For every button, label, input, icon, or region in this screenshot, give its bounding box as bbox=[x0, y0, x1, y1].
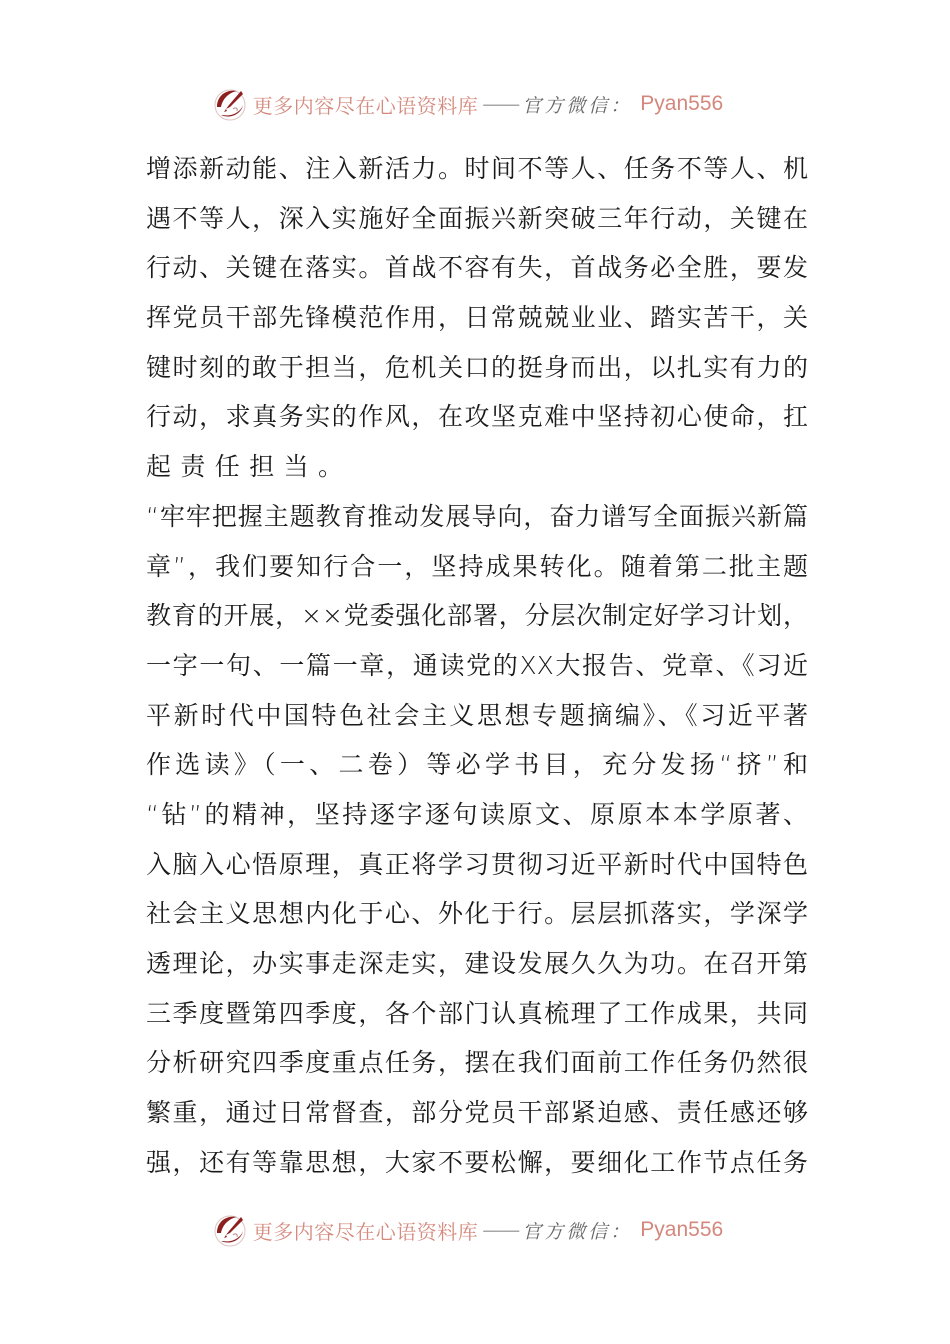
body-line: 三季度暨第四季度，各个部门认真梳理了工作成果，共同 bbox=[146, 998, 808, 1028]
body-line: 作选读》（一、二卷）等必学书目，充分发扬“挤”和 bbox=[146, 750, 808, 780]
body-line: 增添新动能、注入新活力。时间不等人、任务不等人、机 bbox=[146, 154, 808, 183]
body-line: 键时刻的敢于担当，危机关口的挺身而出，以扎实有力的 bbox=[146, 352, 808, 382]
pen-nib-logo-icon bbox=[211, 85, 249, 123]
banner-wechat-label: 官方微信： bbox=[522, 94, 633, 117]
banner-main-text: 更多内容尽在心语资料库 bbox=[252, 1219, 479, 1244]
body-line: 挥党员干部先锋模范作用，日常兢兢业业、踏实苦干，关 bbox=[146, 303, 808, 333]
document-body bbox=[146, 148, 808, 1191]
banner-main-text: 更多内容尽在心语资料库 bbox=[252, 93, 479, 118]
footer-banner-content bbox=[211, 1211, 723, 1249]
footer-watermark-banner bbox=[0, 1208, 950, 1252]
body-line: 章”，我们要知行合一，坚持成果转化。随着第二批主题 bbox=[146, 551, 808, 581]
header-watermark-banner bbox=[0, 82, 950, 126]
banner-dash: —— bbox=[482, 92, 519, 116]
body-line: 教育的开展，××党委强化部署，分层次制定好学习计划， bbox=[146, 601, 808, 631]
body-line: 繁重，通过日常督查，部分党员干部紧迫感、责任感还够 bbox=[146, 1098, 808, 1128]
body-line: 社会主义思想内化于心、外化于行。层层抓落实，学深学 bbox=[146, 899, 808, 929]
banner-dash: —— bbox=[482, 1218, 519, 1242]
body-line: “钻”的精神，坚持逐字逐句读原文、原原本本学原著、 bbox=[146, 799, 808, 829]
body-line: “牢牢把握主题教育推动发展导向，奋力谱写全面振兴新篇 bbox=[146, 501, 808, 531]
body-line: 平新时代中国特色社会主义思想专题摘编》、《习近平著 bbox=[146, 700, 808, 730]
body-line: 行动，求真务实的作风，在攻坚克难中坚持初心使命，扛 bbox=[146, 402, 808, 432]
body-line: 分析研究四季度重点任务，摆在我们面前工作任务仍然很 bbox=[146, 1048, 808, 1078]
body-line: 透理论，办实事走深走实，建设发展久久为功。在召开第 bbox=[146, 949, 808, 978]
body-line-paragraph-end: 起责任担当。 bbox=[146, 452, 353, 482]
banner-wechat-label: 官方微信： bbox=[522, 1220, 633, 1243]
body-line: 强，还有等靠思想，大家不要松懈，要细化工作节点任务 bbox=[146, 1147, 808, 1177]
pen-nib-logo-icon bbox=[211, 1211, 249, 1249]
body-line: 一字一句、一篇一章，通读党的XX大报告、党章、《习近 bbox=[146, 650, 808, 680]
banner-wechat-id: Pyan556 bbox=[640, 92, 724, 115]
banner-wechat-id: Pyan556 bbox=[640, 1218, 724, 1241]
body-line: 行动、关键在落实。首战不容有失，首战务必全胜，要发 bbox=[146, 253, 808, 283]
body-line: 遇不等人，深入实施好全面振兴新突破三年行动，关键在 bbox=[146, 203, 808, 233]
header-banner-content bbox=[211, 85, 723, 123]
body-line: 入脑入心悟原理，真正将学习贯彻习近平新时代中国特色 bbox=[146, 849, 808, 879]
